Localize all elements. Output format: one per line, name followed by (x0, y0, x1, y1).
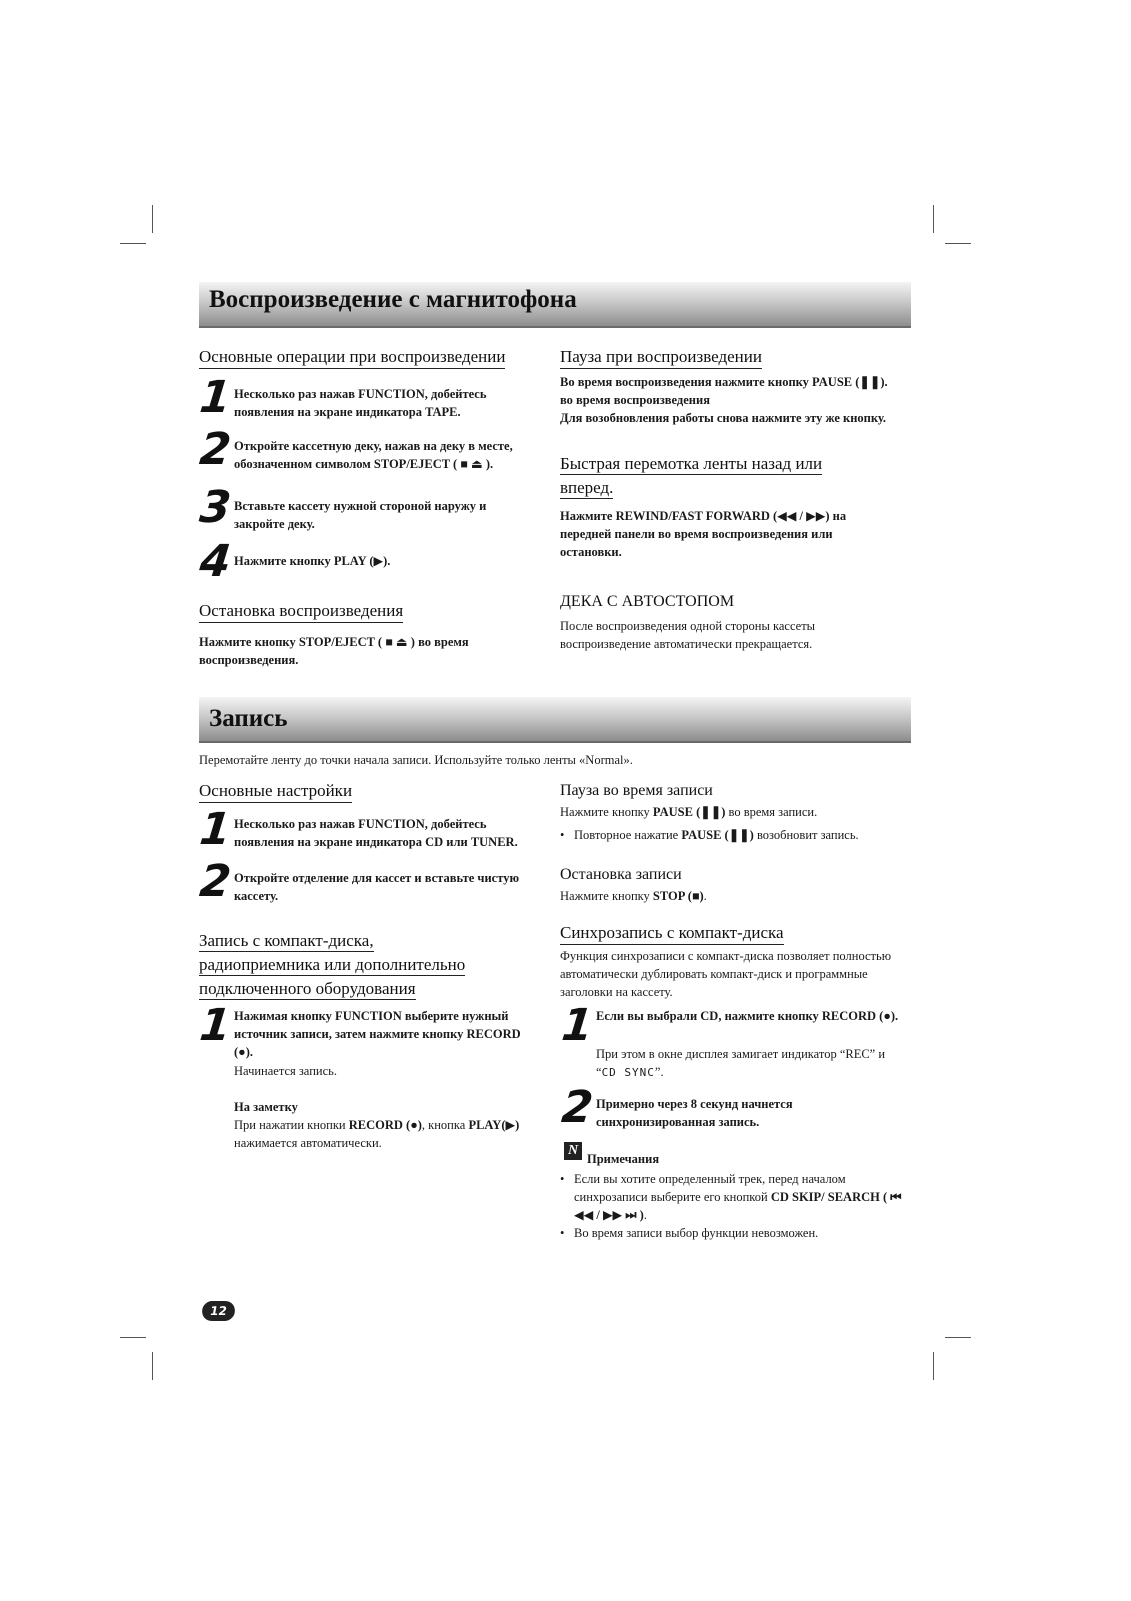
cd-sync-intro: Функция синхрозаписи с компакт-диска позволяет полностью автоматически дублировать компакт-диск и программные заголовки на кассету. (560, 949, 892, 999)
heading-record-stop: Остановка записи (560, 866, 682, 883)
text-part: Нажмите кнопку (560, 805, 653, 819)
step-number: 4 (197, 536, 234, 587)
text-part: Если вы хотите определенный трек, перед началом синхрозаписи выберите его кнопкой (574, 1172, 846, 1204)
heading-line: Запись с компакт-диска, (199, 931, 374, 950)
text-part: возобновит запись. (753, 828, 859, 842)
crop-mark (933, 1352, 934, 1380)
crop-mark (933, 205, 934, 233)
record-intro: Перемотайте ленту до точки начала записи. Используйте только ленты «Normal». (199, 753, 633, 767)
heading-stop-playback: Остановка воспроизведения (199, 600, 403, 623)
page-number-badge: 12 (200, 1301, 237, 1321)
pause-line: во время воспроизведения (560, 393, 710, 407)
step-text: Несколько раз нажав FUNCTION, добейтесь появления на экране индикатора CD или TUNER. (234, 817, 518, 849)
section-title: Воспроизведение с магнитофона (209, 286, 577, 313)
step-text: Несколько раз нажав FUNCTION, добейтесь появления на экране индикатора TAPE. (234, 387, 487, 419)
key-label: PLAY(▶) (468, 1118, 520, 1132)
heading-line: Быстрая перемотка ленты назад или (560, 454, 823, 473)
record-pause-bullets (560, 826, 900, 844)
heading-basic-setup: Основные настройки (199, 780, 352, 803)
heading-line: подключенного оборудования (199, 979, 416, 998)
step-text: Откройте кассетную деку, нажав на деку в месте, обозначенном символом STOP/EJECT ( ■ ⏏ ). (234, 439, 513, 471)
record-pause-text (560, 803, 900, 821)
step-number: 2 (197, 856, 234, 907)
stop-playback-text: Нажмите кнопку STOP/EJECT ( ■ ⏏ ) во время воспроизведения. (199, 635, 469, 667)
bullet-item (560, 826, 900, 844)
note-item: • Во время записи выбор функции невозможен. (560, 1224, 905, 1242)
step-subtext: Начинается запись. (234, 1064, 337, 1078)
step-number: 1 (197, 1000, 234, 1051)
crop-mark (152, 205, 153, 233)
heading-record-from-source (199, 929, 539, 1002)
step-text: Нажмите кнопку PLAY (▶). (234, 554, 391, 568)
crop-mark (152, 1352, 153, 1380)
record-stop-text (560, 887, 860, 905)
step-text: Вставьте кассету нужной стороной наружу и закройте деку. (234, 499, 487, 531)
notes-title: Примечания (587, 1152, 660, 1166)
text-part: ”. (654, 1065, 664, 1079)
text-part: во время записи. (725, 805, 818, 819)
key-label: STOP (■) (652, 889, 704, 903)
section-banner-record (199, 697, 911, 743)
note-item (560, 1170, 905, 1224)
pause-line: Для возобновления работы снова нажмите эту же кнопку. (560, 411, 887, 425)
notes-list (560, 1170, 905, 1242)
step-number: 1 (197, 804, 234, 855)
key-label: CD SKIP/ SEARCH ( ⏮ ◀◀ / ▶▶ ⏭ ) (574, 1190, 902, 1222)
key-label: PAUSE (❚❚) (681, 828, 754, 842)
autostop-text: После воспроизведения одной стороны кассеты воспроизведение автоматически прекращается. (560, 619, 816, 651)
step-number: 1 (559, 1000, 596, 1051)
step-text: Нажимая кнопку FUNCTION выберите нужный источник записи, затем нажмите кнопку RECORD (●). (234, 1009, 521, 1059)
heading-basic-ops: Основные операции при воспроизведении (199, 346, 505, 369)
step-subtext (596, 1045, 896, 1082)
step-number: 2 (559, 1082, 596, 1133)
step-number: 1 (197, 372, 234, 423)
display-indicator: CD SYNC (601, 1066, 655, 1079)
step-text: Откройте отделение для кассет и вставьте чистую кассету. (234, 871, 519, 903)
heading-record-pause: Пауза во время записи (560, 782, 713, 799)
pause-line: Во время воспроизведения нажмите кнопку PAUSE (❚❚). (560, 375, 888, 389)
key-label: PAUSE (❚❚) (652, 805, 726, 819)
text-part: Повторное нажатие (574, 828, 682, 842)
heading-autostop: ДЕКА С АВТОСТОПОМ (560, 593, 735, 610)
heading-line: радиоприемника или дополнительно (199, 955, 466, 974)
step-text: Если вы выбрали CD, нажмите кнопку RECORD (●). (596, 1009, 899, 1023)
step-number: 3 (197, 482, 234, 533)
heading-line: вперед. (560, 478, 614, 497)
text-part: Нажмите кнопку (560, 889, 653, 903)
pause-text (560, 373, 900, 427)
crop-mark (120, 243, 146, 244)
section-banner-playback (199, 282, 911, 328)
note-text-part: При нажатии кнопки (234, 1118, 349, 1132)
text-part: . (643, 1208, 647, 1222)
note-text-part: нажимается автоматически. (234, 1136, 382, 1150)
heading-cd-sync: Синхрозапись с компакт-диска (560, 922, 784, 945)
crop-mark (945, 1337, 971, 1338)
crop-mark (120, 1337, 146, 1338)
text-part: . (703, 889, 707, 903)
text-part: При этом в окне дисплея замигает индикатор “REC” и “ (596, 1047, 886, 1079)
note-title: На заметку (234, 1100, 298, 1114)
key-label: RECORD (●) (348, 1118, 422, 1132)
step-text: Примерно через 8 секунд начнется синхронизированная запись. (596, 1097, 793, 1129)
section-title: Запись (209, 705, 288, 732)
note-text (234, 1116, 534, 1152)
note-icon: N (564, 1142, 582, 1160)
heading-pause-playback: Пауза при воспроизведении (560, 346, 762, 369)
heading-rewind (560, 452, 900, 501)
note-text-part: , кнопка (421, 1118, 469, 1132)
crop-mark (945, 243, 971, 244)
step-number: 2 (197, 424, 234, 475)
rewind-text: Нажмите REWIND/FAST FORWARD (◀◀ / ▶▶) на передней панели во время воспроизведения или остановки. (560, 509, 847, 559)
